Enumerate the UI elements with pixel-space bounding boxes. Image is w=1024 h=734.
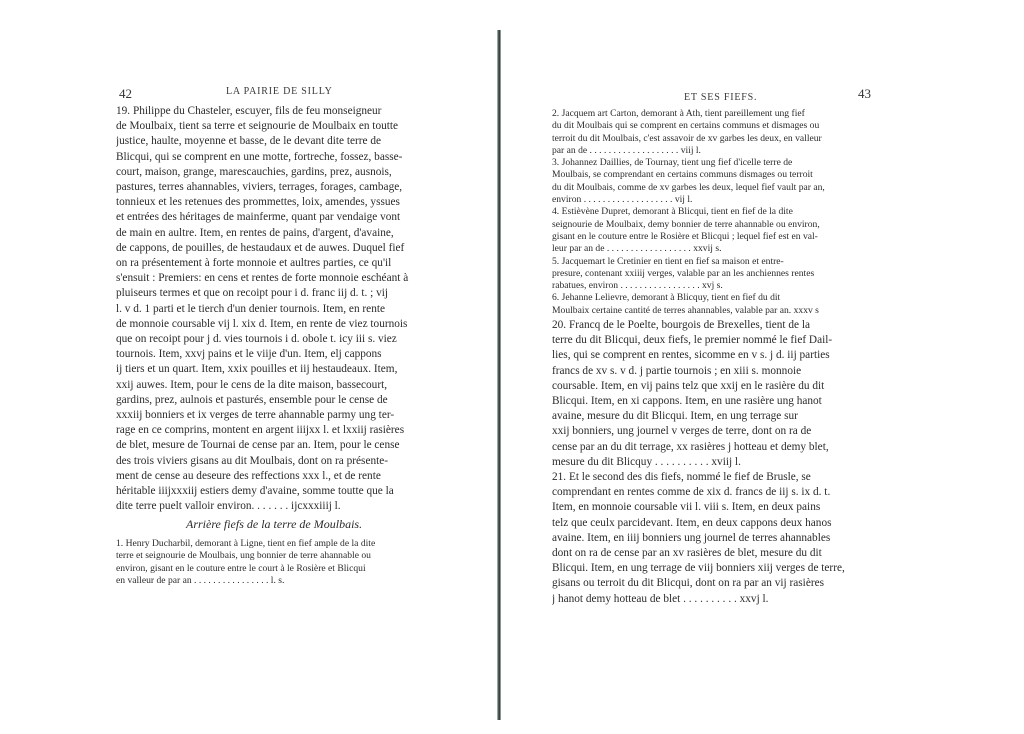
text-line: presure, contenant xxiiij verges, valable par an les anchiennes rentes bbox=[552, 267, 815, 279]
text-line: ment de cense au deseure des reffections xxx l., et de rente bbox=[116, 469, 381, 482]
text-line: 21. Et le second des dis fiefs, nommé le fief de Brusle, se bbox=[552, 471, 811, 484]
text-line: de Moulbaix, tient sa terre et seignourie de Moulbaix en toutte bbox=[116, 120, 399, 133]
text-line: 6. Jehanne Lelievre, demorant à Blicquy, tient en fief du dit bbox=[552, 292, 781, 304]
text-line: s'ensuit : Premiers: en cens et rentes de forte monnoie eschéant à bbox=[116, 272, 409, 285]
text-line: 5. Jacquemart le Cretinier en tient en fief sa maison et entre- bbox=[552, 255, 784, 267]
text-line: héritable iiijxxxiij estiers demy d'avaine, somme toutte que la bbox=[116, 485, 394, 498]
left-main-text bbox=[116, 104, 428, 514]
text-line: que on recoipt pour j d. vies tournois i d. obole t. icy iii s. viez bbox=[116, 333, 397, 346]
text-line: de monnoie coursable vij l. xix d. Item, en rente de viez tournois bbox=[116, 317, 408, 330]
text-line: justice, haulte, moyenne et basse, de le devant dite terre de bbox=[116, 135, 382, 148]
text-line: tournois. Item, xxvj pains et le viije d'un. Item, elj cappons bbox=[116, 348, 382, 361]
text-line: pastures, terres ahannables, viviers, terrages, forages, cambage, bbox=[116, 181, 403, 194]
text-line: avaine. Item, en iiij bonniers ung journel de terres ahannables bbox=[552, 531, 831, 544]
text-line: court, maison, grange, marescauchies, gardins, prez, ausnois, bbox=[116, 165, 392, 178]
text-line: ij tiers et un quart. Item, xxix pouilles et iij hestaudeaux. Item, bbox=[116, 363, 398, 376]
text-line: on ra présentement à forte monnoie et aultres parties, ce qu'il bbox=[116, 257, 392, 270]
text-line: xxij auwes. Item, pour le cens de la dite maison, bassecourt, bbox=[116, 378, 388, 391]
text-line: rage en ce comprins, montent en argent iiijxx l. et lxxiij rasières bbox=[116, 424, 405, 437]
text-line: Blicqui, qui se comprent en une motte, fortreche, fossez, basse- bbox=[116, 150, 403, 163]
text-line: gisant en le couture entre le Rosière et Blicqui ; lequel fief est en val- bbox=[552, 230, 818, 242]
text-line: 3. Johannez Daillies, de Tournay, tient ung fief d'icelle terre de bbox=[552, 157, 793, 169]
text-line: de main en aultre. Item, en rentes de pains, d'argent, d'avaine, bbox=[116, 226, 394, 239]
right-page bbox=[500, 0, 1024, 734]
text-line: et entrées des héritages de mainferme, quant par vendaige vont bbox=[116, 211, 401, 224]
text-line: cense par an du dit terrage, xx rasières j hotteau et demy blet, bbox=[552, 440, 829, 453]
text-line: terroit du dit Moulbais, c'est assavoir de xv garbes les deux, en valleur bbox=[552, 132, 822, 144]
text-line: comprendant en rentes comme de xix d. francs de iij s. ix d. t. bbox=[552, 486, 831, 499]
left-page bbox=[0, 0, 500, 734]
text-line: l. v d. 1 parti et le tierch d'un denier tournois. Item, en rente bbox=[116, 302, 385, 315]
text-line: terre et seignourie de Moulbais, ung bonnier de terre ahannable ou bbox=[116, 550, 371, 562]
left-footnotes bbox=[116, 538, 428, 587]
right-notes-text bbox=[552, 108, 875, 317]
text-line: dite terre puelt valloir environ. . . . . . . ijcxxxiiij l. bbox=[116, 500, 341, 513]
text-line: environ . . . . . . . . . . . . . . . . . . . vij l. bbox=[552, 194, 693, 206]
text-line: dont on ra de cense par an xv rasières de blet, mesure du dit bbox=[552, 547, 822, 560]
text-line: de blet, mesure de Tournai de cense par an. Item, pour le cense bbox=[116, 439, 400, 452]
text-line: mesure du dit Blicquy . . . . . . . . . . xviij l. bbox=[552, 455, 741, 468]
text-line: Moulbaix certaine cantité de terres ahannables, valable par an. xxxv s bbox=[552, 304, 819, 316]
text-line: de cappons, de pouilles, de hestaudaux et de auwes. Duquel fief bbox=[116, 241, 405, 254]
text-line: 1. Henry Ducharbil, demorant à Ligne, tient en fief ample de la dite bbox=[116, 538, 376, 549]
text-line: des trois viviers gisans au dit Moulbais, dont on ra présente- bbox=[116, 454, 389, 467]
text-line: terre du dit Blicqui, deux fiefs, le premier nommé le fief Dail- bbox=[552, 334, 833, 347]
text-line: par an de . . . . . . . . . . . . . . . . . . . viij l. bbox=[552, 144, 701, 156]
right-main-text bbox=[552, 318, 875, 607]
text-line: leur par an de . . . . . . . . . . . . . . . . . . xxvij s. bbox=[552, 243, 722, 255]
text-line: lies, qui se comprent en rentes, sicomme en v s. j d. iij parties bbox=[552, 349, 830, 362]
left-running-head: LA PAIRIE DE SILLY bbox=[226, 86, 333, 97]
text-line: seignourie de Moulbaix, demy bonnier de terre ahannable ou environ, bbox=[552, 218, 820, 230]
text-line: gardins, prez, aulnois et pasturés, ensemble pour le cense de bbox=[116, 393, 388, 406]
left-section-subtitle: Arrière fiefs de la terre de Moulbais. bbox=[186, 517, 363, 531]
text-line: Blicqui. Item, en ung terrage de viij bonniers xiij verges de terre, bbox=[552, 562, 845, 575]
right-page-number: 43 bbox=[858, 86, 871, 101]
text-line: du dit Moulbais, comme de xv garbes les deux, lequel fief vault par an, bbox=[552, 181, 825, 193]
text-line: francs de xv s. v d. j partie tournois ; en xiii s. monnoie bbox=[552, 364, 802, 377]
text-line: du dit Moulbais qui se comprent en certains communs et dismages ou bbox=[552, 120, 820, 132]
text-line: tonnieux et les retenues des prommettes, loix, amendes, yssues bbox=[116, 196, 400, 209]
text-line: coursable. Item, en vij pains telz que xxij en le rasière du dit bbox=[552, 379, 825, 392]
right-running-head: ET SES FIEFS. bbox=[684, 92, 758, 103]
left-page-number: 42 bbox=[119, 86, 132, 101]
text-line: j hanot demy hotteau de blet . . . . . . . . . . xxvj l. bbox=[552, 592, 769, 605]
text-line: xxxiij bonniers et ix verges de terre ahannable parmy ung ter- bbox=[116, 409, 395, 422]
text-line: gisans ou terroit du dit Blicqui, dont on ra par an vij rasières bbox=[552, 577, 825, 590]
text-line: Moulbais, se comprendant en certains communs dismages ou terroit bbox=[552, 169, 813, 181]
text-line: 4. Estièvène Dupret, demorant à Blicqui, tient en fief de la dite bbox=[552, 206, 793, 218]
text-line: avaine, mesure du dit Blicqui. Item, en ung terrage sur bbox=[552, 410, 798, 423]
text-line: rabatues, environ . . . . . . . . . . . . . . . . . xvj s. bbox=[552, 280, 723, 292]
text-line: 2. Jacquem art Carton, demorant à Ath, tient pareillement ung fief bbox=[552, 108, 805, 119]
text-line: Blicqui. Item, en xi cappons. Item, en une rasière ung hanot bbox=[552, 395, 822, 408]
text-line: 20. Francq de le Poelte, bourgois de Brexelles, tient de la bbox=[552, 319, 810, 331]
text-line: telz que ceulx parcidevant. Item, en deux cappons deux hanos bbox=[552, 516, 832, 529]
text-line: 19. Philippe du Chasteler, escuyer, fils de feu monseigneur bbox=[116, 105, 382, 117]
text-line: environ, gisant en le couture entre le court à le Rosière et Blicqui bbox=[116, 562, 366, 574]
text-line: Item, en monnoie coursable vii l. viii s. Item, en deux pains bbox=[552, 501, 821, 514]
text-line: xxij bonniers, ung journel v verges de terre, dont on ra de bbox=[552, 425, 812, 438]
text-line: pluiseurs termes et que on recoipt pour i d. franc iij d. t. ; vij bbox=[116, 287, 389, 300]
text-line: en valleur de par an . . . . . . . . . . . . . . . . l. s. bbox=[116, 574, 285, 586]
